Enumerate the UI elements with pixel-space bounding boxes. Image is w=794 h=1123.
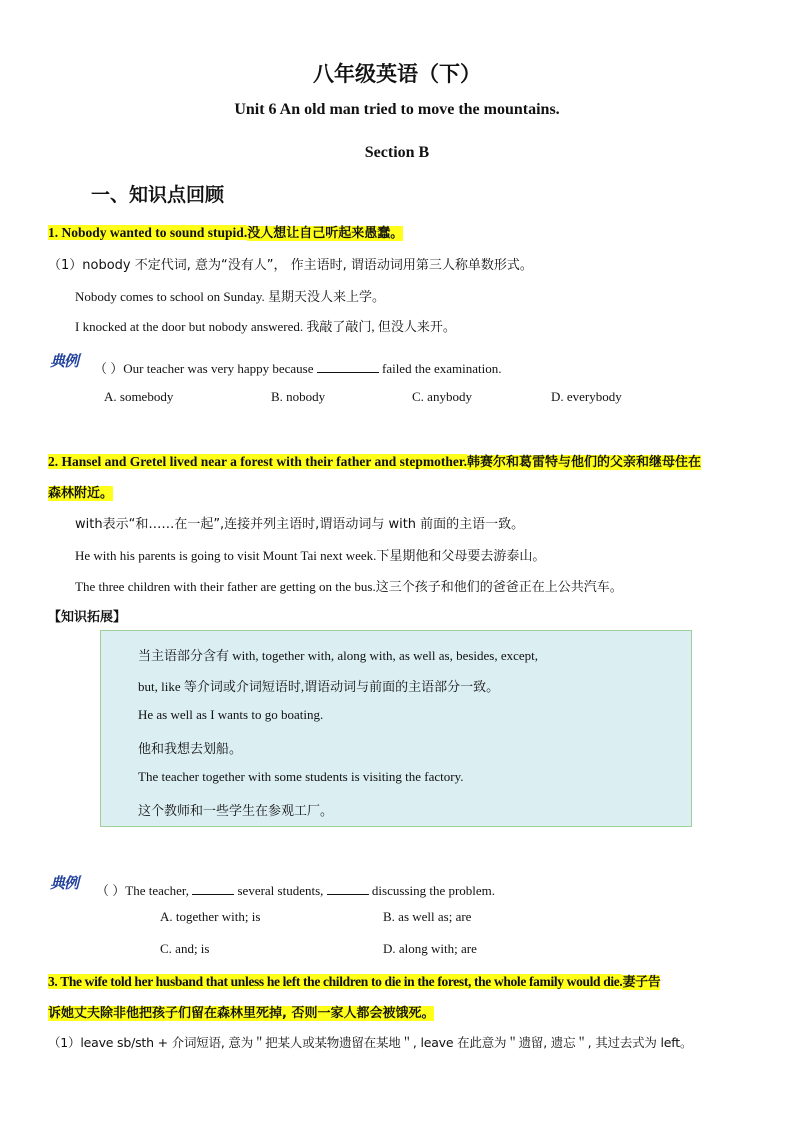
box-line-5: The teacher together with some students is visiting the factory. [138,769,464,784]
item1-example-1: Nobody comes to school on Sunday. 星期天没人来上学。 [75,289,386,304]
item1-example-2: I knocked at the door but nobody answered. 我敲了敲门, 但没人来开。 [75,319,456,334]
item2-title-cn-2: 森林附近。 [48,486,114,501]
item2-option-d: D. along with; are [383,941,477,956]
item2-title-cn-1: 韩赛尔和葛雷特与他们的父亲和继母住在 [466,455,701,470]
box-line-1: 当主语部分含有 with, together with, along with, as well as, besides, except, [138,648,539,663]
item1-question [94,358,501,377]
question-text-after: failed the examination. [378,361,502,376]
item2-note: with表示“和……在一起”,连接并列主语时,谓语动词与 with 前面的主语一致。 [75,517,525,532]
knowledge-expand-label: 【知识拓展】 [48,610,127,625]
question-text-a: The teacher, [125,883,193,898]
item3-title-line2 [48,1002,434,1021]
box-line-6: 这个教师和一些学生在参观工厂。 [138,803,334,818]
item2-option-c: C. and; is [160,941,210,956]
item2-option-b: B. as well as; are [383,909,472,924]
item2-example-1: He with his parents is going to visit Mount Tai next week.下星期他和父母要去游泰山。 [75,548,546,563]
item3-title [48,971,660,990]
answer-blank-1[interactable] [192,883,234,895]
unit-title: Unit 6 An old man tried to move the mountains. [234,101,560,118]
section-heading: 一、知识点回顾 [91,184,225,206]
box-line-3: He as well as I wants to go boating. [138,707,324,722]
item2-question [96,880,495,899]
item1-option-d: D. everybody [551,389,622,404]
question-text-c: discussing the problem. [368,883,496,898]
item1-title [48,222,403,241]
item2-title-en: 2. Hansel and Gretel lived near a forest with their father and stepmother. [48,454,467,469]
box-line-4: 他和我想去划船。 [138,741,243,756]
item2-title-line2 [48,482,113,501]
item1-title-cn: 没人想让自己听起来愚蠢。 [247,226,404,241]
example-icon: 典例 [50,352,79,370]
question-text-before: Our teacher was very happy because [123,361,317,376]
question-paren: （ ） [96,883,126,898]
item1-option-a: A. somebody [104,389,174,404]
example-icon: 典例 [50,874,79,892]
knowledge-box [100,630,692,827]
question-text-b: several students, [234,883,327,898]
item3-note: （1）leave sb/sth + 介词短语, 意为＂把某人或某物遗留在某地＂, leave 在此意为＂遗留, 遗忘＂, 其过去式为 left。 [48,1035,693,1050]
question-paren: （ ） [94,361,124,376]
answer-blank-2[interactable] [327,883,369,895]
item2-title [48,451,701,470]
box-line-2: but, like 等介词或介词短语时,谓语动词与前面的主语部分一致。 [138,679,500,694]
item2-example-2: The three children with their father are getting on the bus.这三个孩子和他们的爸爸正在上公共汽车。 [75,579,623,594]
item1-title-en: 1. Nobody wanted to sound stupid. [48,225,248,240]
page-title: 八年级英语（下） [313,62,481,86]
answer-blank[interactable] [317,361,379,373]
item3-title-en: 3. The wife told her husband that unless he left the children to die in the forest, the whole family would die. [48,974,623,989]
item2-option-a: A. together with; is [160,909,261,924]
section-title: Section B [364,144,430,161]
item1-option-b: B. nobody [271,389,326,404]
item3-title-cn-2: 诉她丈夫除非他把孩子们留在森林里死掉, 否则一家人都会被饿死。 [48,1006,435,1021]
item3-title-cn-1: 妻子告 [622,975,661,990]
item1-option-c: C. anybody [412,389,472,404]
item1-note: （1）nobody 不定代词, 意为“没有人”， 作主语时, 谓语动词用第三人称单数形式。 [48,258,533,273]
